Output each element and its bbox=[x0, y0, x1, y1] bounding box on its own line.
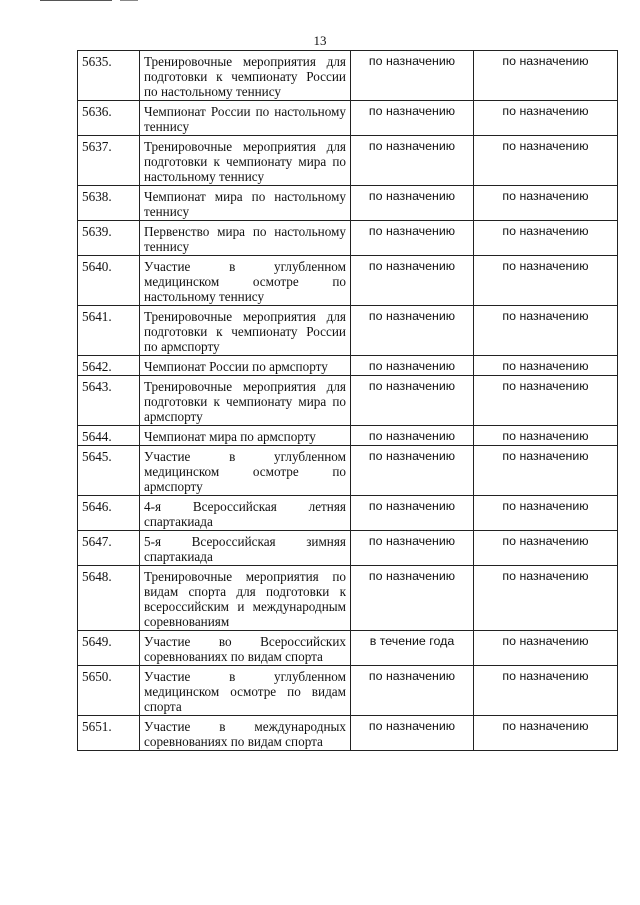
table-row bbox=[78, 426, 618, 446]
event-name-cell: Участие в углубленном медицинском осмотре по армспорту bbox=[140, 446, 351, 496]
table-row bbox=[78, 376, 618, 426]
table-row bbox=[78, 356, 618, 376]
event-place-cell: по назначению bbox=[474, 136, 618, 186]
event-place-cell: по назначению bbox=[474, 306, 618, 356]
event-place-cell: по назначению bbox=[474, 356, 618, 376]
event-name-cell: Тренировочные мероприятия для подготовки к чемпионату мира по настольному теннису bbox=[140, 136, 351, 186]
event-name-cell: Первенство мира по настольному теннису bbox=[140, 221, 351, 256]
event-name-cell: Чемпионат мира по настольному теннису bbox=[140, 186, 351, 221]
row-number-cell: 5645. bbox=[78, 446, 140, 496]
table-row bbox=[78, 631, 618, 666]
event-date-cell: по назначению bbox=[351, 426, 474, 446]
row-number-cell: 5648. bbox=[78, 566, 140, 631]
page-number: 13 bbox=[313, 33, 327, 48]
table-row bbox=[78, 306, 618, 356]
event-place-cell: по назначению bbox=[474, 376, 618, 426]
row-number-cell: 5651. bbox=[78, 716, 140, 751]
table-row bbox=[78, 566, 618, 631]
event-name-cell: Участие в международных соревнованиях по видам спорта bbox=[140, 716, 351, 751]
event-name-cell: Тренировочные мероприятия для подготовки к чемпионату России по армспорту bbox=[140, 306, 351, 356]
row-number-cell: 5641. bbox=[78, 306, 140, 356]
event-name-cell: Чемпионат России по армспорту bbox=[140, 356, 351, 376]
events-table-body bbox=[78, 51, 618, 751]
event-date-cell: по назначению bbox=[351, 446, 474, 496]
row-number-cell: 5635. bbox=[78, 51, 140, 101]
event-name-cell: Тренировочные мероприятия по видам спорта для подготовки к всероссийским и международным соревнованиям bbox=[140, 566, 351, 631]
table-row bbox=[78, 496, 618, 531]
event-date-cell: по назначению bbox=[351, 306, 474, 356]
event-name-cell: Чемпионат России по настольному теннису bbox=[140, 101, 351, 136]
event-name-cell: Чемпионат мира по армспорту bbox=[140, 426, 351, 446]
row-number-cell: 5649. bbox=[78, 631, 140, 666]
event-date-cell: по назначению bbox=[351, 256, 474, 306]
row-number-cell: 5637. bbox=[78, 136, 140, 186]
row-number-cell: 5639. bbox=[78, 221, 140, 256]
scan-edge-mark-small bbox=[120, 0, 138, 1]
event-place-cell: по назначению bbox=[474, 446, 618, 496]
event-name-cell: 4-я Всероссийская летняя спартакиада bbox=[140, 496, 351, 531]
events-table bbox=[77, 50, 618, 751]
event-name-cell: Тренировочные мероприятия для подготовки к чемпионату мира по армспорту bbox=[140, 376, 351, 426]
table-row bbox=[78, 101, 618, 136]
event-date-cell: по назначению bbox=[351, 101, 474, 136]
row-number-cell: 5642. bbox=[78, 356, 140, 376]
event-name-cell: Участие в углубленном медицинском осмотре по настольному теннису bbox=[140, 256, 351, 306]
row-number-cell: 5636. bbox=[78, 101, 140, 136]
event-date-cell: по назначению bbox=[351, 136, 474, 186]
event-place-cell: по назначению bbox=[474, 666, 618, 716]
event-date-cell: по назначению bbox=[351, 666, 474, 716]
row-number-cell: 5640. bbox=[78, 256, 140, 306]
event-place-cell: по назначению bbox=[474, 186, 618, 221]
event-date-cell: по назначению bbox=[351, 531, 474, 566]
row-number-cell: 5647. bbox=[78, 531, 140, 566]
table-row bbox=[78, 51, 618, 101]
event-place-cell: по назначению bbox=[474, 101, 618, 136]
row-number-cell: 5644. bbox=[78, 426, 140, 446]
table-row bbox=[78, 531, 618, 566]
event-date-cell: по назначению bbox=[351, 221, 474, 256]
event-place-cell: по назначению bbox=[474, 51, 618, 101]
event-date-cell: по назначению bbox=[351, 566, 474, 631]
table-row bbox=[78, 446, 618, 496]
event-date-cell: по назначению bbox=[351, 376, 474, 426]
event-name-cell: 5-я Всероссийская зимняя спартакиада bbox=[140, 531, 351, 566]
table-row bbox=[78, 221, 618, 256]
table-row bbox=[78, 666, 618, 716]
event-name-cell: Участие во Всероссийских соревнованиях по видам спорта bbox=[140, 631, 351, 666]
event-place-cell: по назначению bbox=[474, 256, 618, 306]
event-place-cell: по назначению bbox=[474, 426, 618, 446]
event-date-cell: по назначению bbox=[351, 716, 474, 751]
row-number-cell: 5646. bbox=[78, 496, 140, 531]
event-place-cell: по назначению bbox=[474, 566, 618, 631]
row-number-cell: 5650. bbox=[78, 666, 140, 716]
row-number-cell: 5643. bbox=[78, 376, 140, 426]
event-place-cell: по назначению bbox=[474, 496, 618, 531]
event-place-cell: по назначению bbox=[474, 716, 618, 751]
scan-edge-mark bbox=[40, 0, 112, 1]
event-date-cell: по назначению bbox=[351, 356, 474, 376]
row-number-cell: 5638. bbox=[78, 186, 140, 221]
event-place-cell: по назначению bbox=[474, 531, 618, 566]
event-date-cell: по назначению bbox=[351, 496, 474, 531]
event-name-cell: Участие в углубленном медицинском осмотре по видам спорта bbox=[140, 666, 351, 716]
table-row bbox=[78, 716, 618, 751]
event-date-cell: по назначению bbox=[351, 51, 474, 101]
table-row bbox=[78, 136, 618, 186]
table-row bbox=[78, 256, 618, 306]
event-place-cell: по назначению bbox=[474, 631, 618, 666]
event-date-cell: в течение года bbox=[351, 631, 474, 666]
table-row bbox=[78, 186, 618, 221]
event-date-cell: по назначению bbox=[351, 186, 474, 221]
event-place-cell: по назначению bbox=[474, 221, 618, 256]
event-name-cell: Тренировочные мероприятия для подготовки к чемпионату России по настольному теннису bbox=[140, 51, 351, 101]
